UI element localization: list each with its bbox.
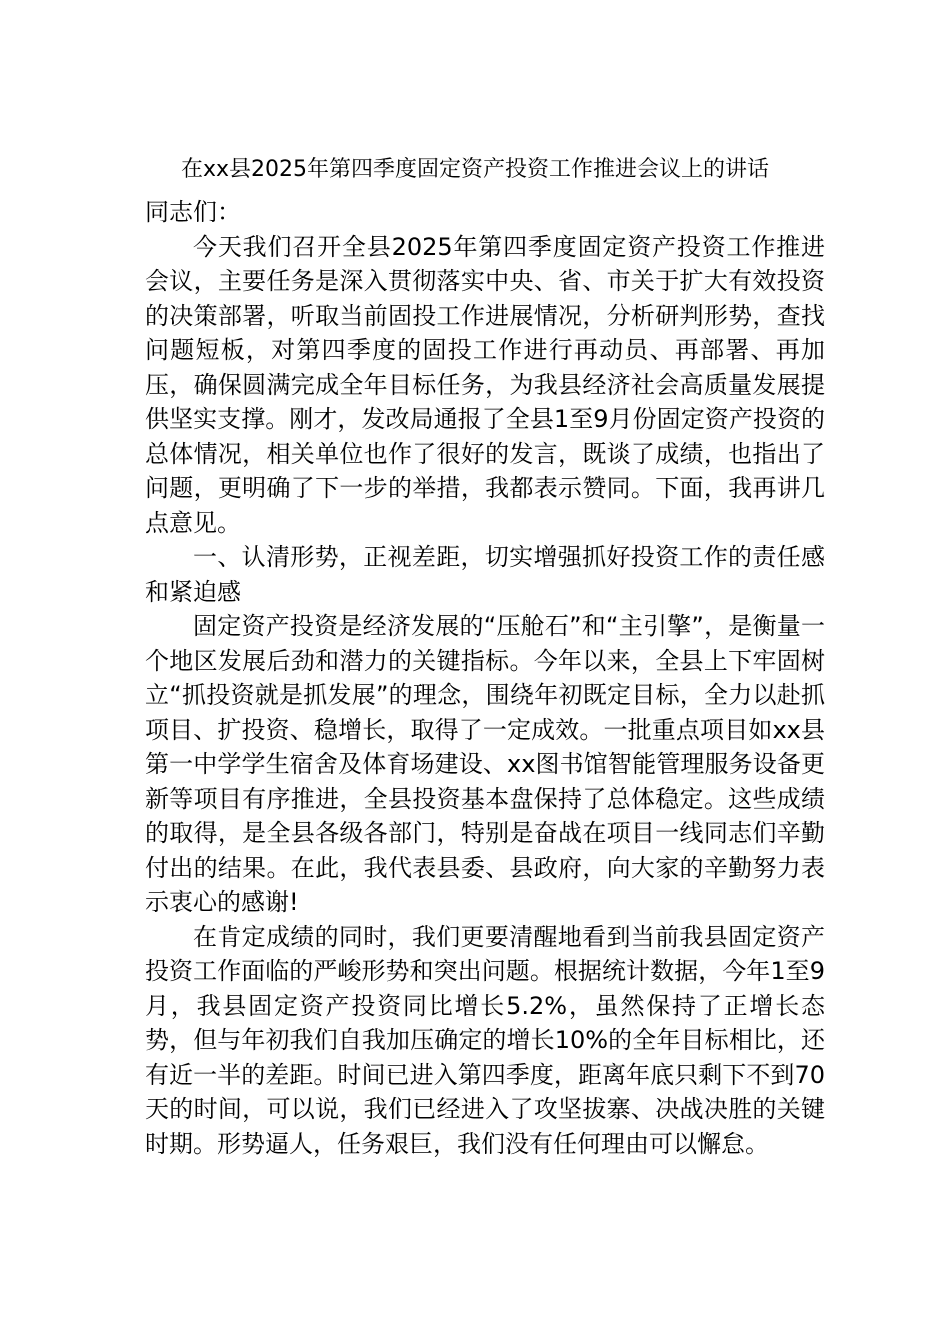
section-heading-1: 一、认清形势，正视差距，切实增强抓好投资工作的责任感和紧迫感 [145, 543, 825, 606]
paragraph-achievements: 固定资产投资是经济发展的“压舱石”和“主引擎”，是衡量一个地区发展后劲和潜力的关键指标。今年以来，全县上下牢固树立“抓投资就是抓发展”的理念，围绕年初既定目标，全力以赴抓项目、扩投资、稳增长，取得了一定成效。一批重点项目如xx县第一中学学生宿舍及体育场建设、xx图书馆智能管理服务设备更新等项目有序推进，全县投资基本盘保持了总体稳定。这些成绩的取得，是全县各级各部门，特别是奋战在项目一线同志们辛勤付出的结果。在此，我代表县委、县政府，向大家的辛勤努力表示衷心的感谢! [145, 612, 825, 916]
document-title: 在xx县2025年第四季度固定资产投资工作推进会议上的讲话 [180, 157, 770, 182]
salutation: 同志们： [145, 198, 241, 226]
paragraph-intro: 今天我们召开全县2025年第四季度固定资产投资工作推进会议，主要任务是深入贯彻落实中央、省、市关于扩大有效投资的决策部署，听取当前固投工作进展情况，分析研判形势，查找问题短板，对第四季度的固投工作进行再动员、再部署、再加压，确保圆满完成全年目标任务，为我县经济社会高质量发展提供坚实支撑。刚才，发改局通报了全县1至9月份固定资产投资的总体情况，相关单位也作了很好的发言，既谈了成绩，也指出了问题，更明确了下一步的举措，我都表示赞同。下面，我再讲几点意见。 [145, 232, 825, 537]
paragraph-challenges: 在肯定成绩的同时，我们更要清醒地看到当前我县固定资产投资工作面临的严峻形势和突出问题。根据统计数据，今年1至9月，我县固定资产投资同比增长5.2%，虽然保持了正增长态势，但与年初我们自我加压确定的增长10%的全年目标相比，还有近一半的差距。时间已进入第四季度，距离年底只剩下不到70天的时间，可以说，我们已经进入了攻坚拔寨、决战决胜的关键时期。形势逼人，任务艰巨，我们没有任何理由可以懈怠。 [145, 922, 825, 1158]
document-body [145, 195, 825, 1161]
